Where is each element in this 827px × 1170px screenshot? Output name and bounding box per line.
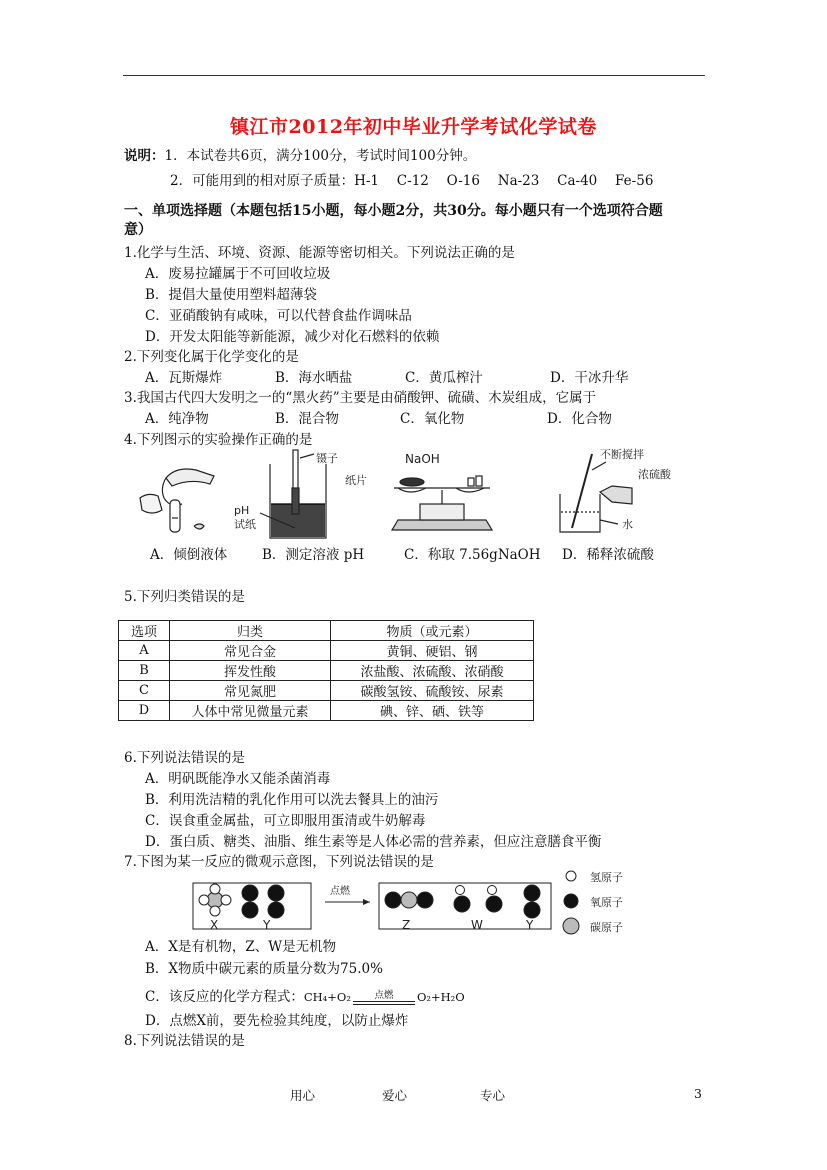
footer-text-2: 爱心: [382, 1088, 408, 1103]
q1-option-d: D．开发太阳能等新能源，减少对化石燃料的依赖: [145, 329, 440, 345]
equation-condition: [353, 991, 415, 1005]
page-title: 镇江市2012年初中毕业升学考试化学试卷: [230, 116, 597, 138]
q4-option-b: B．测定溶液 pH: [262, 547, 365, 563]
footer-text-1: 用心: [290, 1088, 316, 1103]
q6-option-c: C．误食重金属盐，可立即服用蛋清或牛奶解毒: [145, 813, 426, 829]
legend-hydrogen-symbol: [566, 871, 576, 881]
legend-hydrogen: 氢原子: [590, 871, 623, 884]
q6-option-d: D．蛋白质、糖类、油脂、维生素等是人体必需的营养素，但应注意膳食平衡: [145, 834, 602, 850]
molecule-z: [385, 892, 433, 908]
q2-stem: 2.下列变化属于化学变化的是: [124, 349, 299, 365]
label-y2: Y: [526, 918, 534, 932]
notes-text-1: 1．本试卷共6页，满分100分，考试时间100分钟。: [164, 148, 477, 164]
section-heading-2: 意）: [124, 222, 152, 238]
q3-option-d: D．化合物: [547, 411, 612, 427]
table-row: [119, 641, 534, 661]
q6-option-a: A．明矾既能净水又能杀菌消毒: [145, 771, 331, 787]
q7-option-d: D．点燃X前，要先检验其纯度，以防止爆炸: [145, 1013, 409, 1029]
label-acid: 浓硫酸: [638, 468, 671, 481]
table-cell: 常见合金: [170, 641, 331, 661]
molecule-y-product: [524, 885, 540, 918]
molecule-w: [454, 886, 502, 913]
label-ph-paper-2: 试纸: [234, 518, 256, 531]
table-row: [119, 681, 534, 701]
q4-option-a: A．倾倒液体: [150, 547, 228, 563]
header-rule: [123, 75, 705, 76]
q8-stem: 8.下列说法错误的是: [124, 1033, 245, 1049]
table-row: [119, 701, 534, 721]
q4-stem: 4.下列图示的实验操作正确的是: [124, 432, 313, 448]
table-cell: 常见氮肥: [170, 681, 331, 701]
q2-option-b: B．海水晒盐: [275, 370, 353, 386]
classification-table: [118, 620, 534, 721]
notes-label: 说明：: [124, 148, 165, 164]
q4-option-c: C．称取 7.56gNaOH: [404, 547, 541, 563]
table-header-cell: 选项: [119, 621, 170, 641]
q2-option-d: D．干冰升华: [550, 370, 629, 386]
equation-condition-text: 点燃: [374, 989, 394, 1001]
q7-option-a: A．X是有机物，Z、W是无机物: [145, 939, 337, 955]
table-cell: 碘、锌、硒、铁等: [331, 701, 534, 721]
q1-stem: 1.化学与生活、环境、资源、能源等密切相关。下列说法正确的是: [124, 245, 515, 261]
table-cell: 人体中常见微量元素: [170, 701, 331, 721]
legend-oxygen-symbol: [564, 894, 578, 908]
table-cell: C: [119, 681, 170, 701]
equation-right: O₂+H₂O: [416, 990, 465, 1004]
q4-option-d: D．稀释浓硫酸: [562, 547, 654, 563]
label-y: Y: [263, 918, 271, 932]
table-cell: B: [119, 661, 170, 681]
arrow-head: [363, 899, 370, 905]
q3-option-a: A．纯净物: [145, 411, 209, 427]
legend-oxygen: 氧原子: [590, 896, 623, 909]
table-cell: 黄铜、硬铝、钢: [331, 641, 534, 661]
q2-option-a: A．瓦斯爆炸: [145, 370, 223, 386]
notes-line-2: 2．可能用到的相对原子质量：H-1 C-12 O-16 Na-23 Ca-40 Fe-56: [170, 173, 654, 189]
q3-option-c: C．氧化物: [400, 411, 465, 427]
q4-figures: [130, 448, 690, 546]
label-water: 水: [622, 518, 633, 531]
label-tweezers: 镊子: [316, 452, 338, 465]
label-w: W: [471, 918, 483, 932]
equation-left: CH₄+O₂: [303, 990, 351, 1004]
q6-stem: 6.下列说法错误的是: [124, 750, 245, 766]
table-cell: 挥发性酸: [170, 661, 331, 681]
label-stir: 不断搅拌: [600, 448, 644, 461]
figure-pouring-liquid: [140, 469, 214, 532]
q7-stem: 7.下图为某一反应的微观示意图，下列说法错误的是: [124, 854, 434, 870]
q7-reaction-diagram: [190, 866, 650, 936]
table-header-cell: 物质（或元素）: [331, 621, 534, 641]
q1-option-a: A．废易拉罐属于不可回收垃圾: [145, 266, 331, 282]
section-heading-1: 一、单项选择题（本题包括15小题，每小题2分，共30分。每小题只有一个选项符合题: [124, 203, 663, 219]
table-row: [119, 661, 534, 681]
q2-option-c: C．黄瓜榨汁: [405, 370, 483, 386]
table-cell: D: [119, 701, 170, 721]
equation-arrow: [353, 1001, 415, 1005]
table-header-cell: 归类: [170, 621, 331, 641]
q1-option-c: C．亚硝酸钠有咸味，可以代替食盐作调味品: [145, 308, 412, 324]
table-header-row: [119, 621, 534, 641]
footer-text-3: 专心: [480, 1088, 506, 1103]
label-ph-paper-1: pH: [234, 504, 250, 517]
q3-option-b: B．混合物: [275, 411, 339, 427]
molecule-y: [242, 885, 284, 918]
notes-line-1: [124, 147, 476, 165]
table-cell: 浓盐酸、浓硫酸、浓硝酸: [331, 661, 534, 681]
label-paper: 纸片: [345, 474, 367, 487]
q7-option-b: B．X物质中碳元素的质量分数为75.0%: [145, 961, 383, 977]
legend-carbon: 碳原子: [590, 921, 623, 934]
label-z: Z: [402, 918, 411, 932]
label-x: X: [210, 918, 219, 932]
molecule-x: [199, 884, 231, 916]
figure-balance: [392, 476, 492, 530]
q5-stem: 5.下列归类错误的是: [124, 589, 245, 605]
label-ignite: 点燃: [330, 886, 350, 897]
q7-option-c-prefix: C．该反应的化学方程式：: [145, 989, 304, 1005]
page-number: 3: [694, 1086, 702, 1101]
q6-option-b: B．利用洗洁精的乳化作用可以洗去餐具上的油污: [145, 792, 439, 808]
legend-carbon-symbol: [563, 918, 579, 934]
q1-option-b: B．提倡大量使用塑料超薄袋: [145, 287, 317, 303]
label-naoh: NaOH: [405, 452, 440, 466]
table-cell: 碳酸氢铵、硫酸铵、尿素: [331, 681, 534, 701]
q3-stem: 3.我国古代四大发明之一的“黑火药”主要是由硝酸钾、硫磺、木炭组成，它属于: [124, 390, 597, 406]
q7-option-c: [145, 988, 465, 1006]
table-cell: A: [119, 641, 170, 661]
